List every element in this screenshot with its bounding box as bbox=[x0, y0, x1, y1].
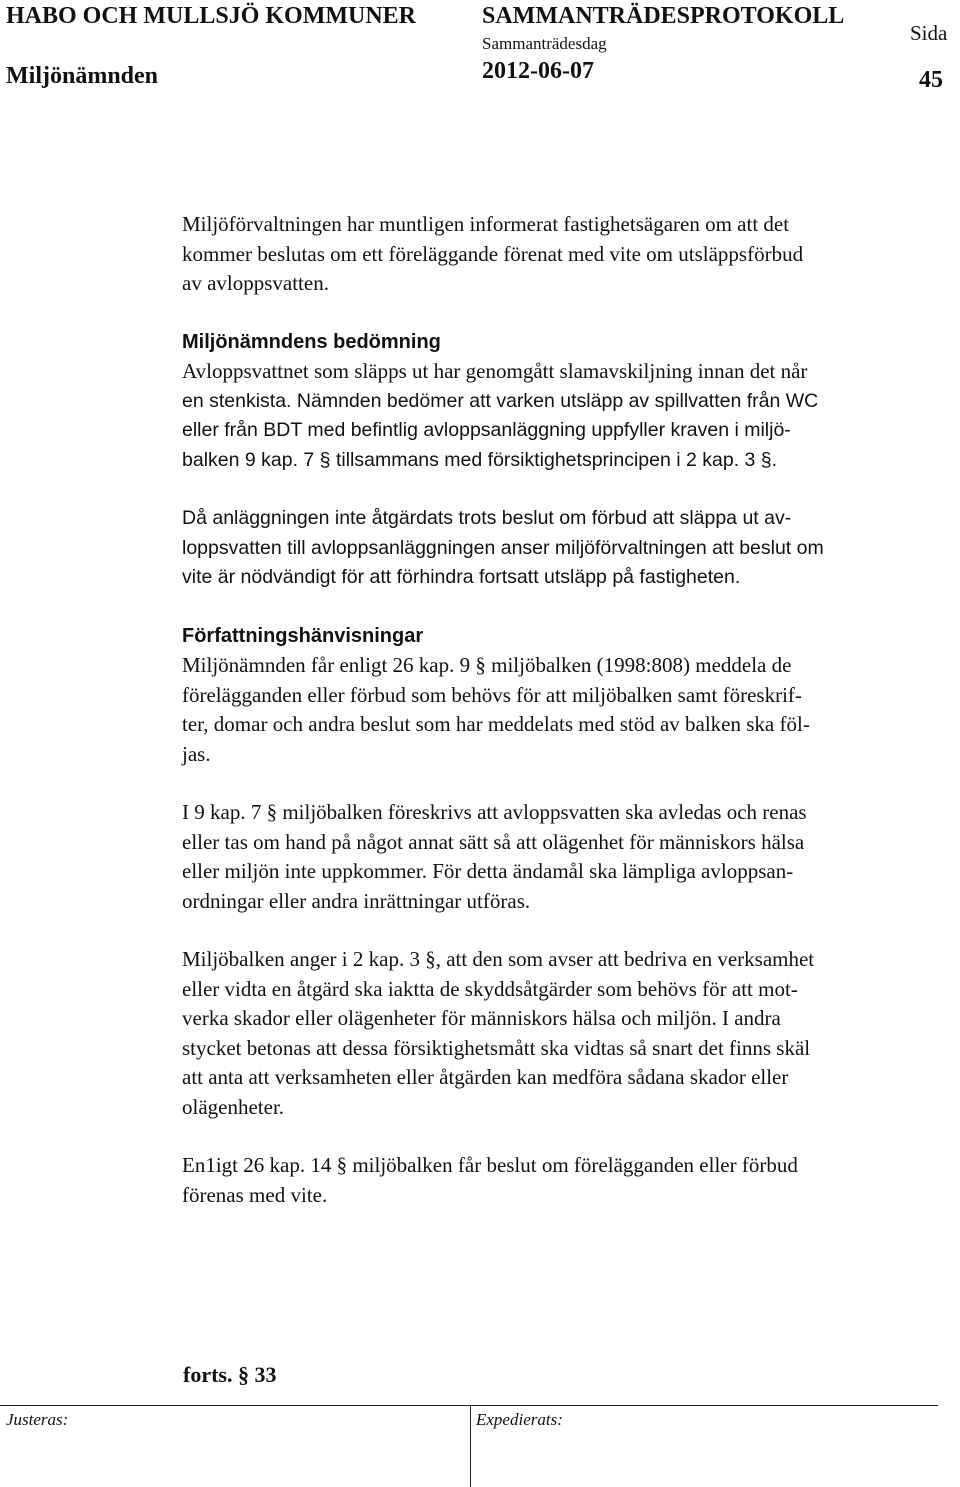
footer-divider bbox=[0, 1405, 938, 1406]
meeting-date-label: Sammanträdesdag bbox=[482, 34, 607, 53]
text-line: av avloppsvatten. bbox=[182, 271, 329, 295]
footer-column-separator bbox=[470, 1405, 472, 1487]
document-type: SAMMANTRÄDESPROTOKOLL bbox=[482, 3, 845, 29]
text-line: ter, domar och andra beslut som har meddelats med stöd av balken ska föl- bbox=[182, 712, 810, 736]
text-line: Miljöbalken anger i 2 kap. 3 §, att den som avser att bedriva en verksamhet bbox=[182, 947, 815, 971]
text-line: eller vidta en åtgärd ska iaktta de skyddsåtgärder som behövs för att mot- bbox=[182, 976, 798, 1001]
text-line: Miljöförvaltningen har muntligen informerat fastighetsägaren om att det bbox=[182, 212, 790, 236]
text-line: jas. bbox=[182, 741, 211, 766]
text-line: Miljönämnden får enligt 26 kap. 9 § miljöbalken (1998:808) meddela de bbox=[182, 653, 792, 677]
dispatched-label: Expedierats: bbox=[476, 1410, 563, 1429]
text-line: förenas med vite. bbox=[182, 1182, 328, 1207]
text-line: balken 9 kap. 7 § tillsammans med försiktighetsprincipen i 2 kap. 3 §. bbox=[182, 448, 778, 471]
paragraph-fine-necessity bbox=[182, 504, 960, 593]
paragraph-chapter-2 bbox=[182, 945, 960, 1122]
text-line: att anta att verksamheten eller åtgärden kan medföra sådana skador eller bbox=[182, 1065, 789, 1089]
committee-name: Miljönämnden bbox=[6, 63, 159, 89]
text-line: loppsvatten till avloppsanläggningen anser miljöförvaltningen att beslut om bbox=[182, 536, 824, 559]
text-line: eller tas om hand på något annat sätt så att olägenhet för människors hälsa bbox=[182, 829, 805, 854]
text-line: eller miljön inte uppkommer. För detta ändamål ska lämpliga avloppsan- bbox=[182, 859, 794, 883]
text-line: vite är nödvändigt för att förhindra fortsatt utsläpp på fastigheten. bbox=[182, 566, 741, 588]
text-line: En1igt 26 kap. 14 § miljöbalken får beslut om förelägganden eller förbud bbox=[182, 1153, 798, 1177]
text-line: eller från BDT med befintlig avloppsanläggning uppfyller kraven i miljö- bbox=[182, 419, 791, 441]
section-assessment bbox=[182, 328, 960, 476]
paragraph-chapter-9 bbox=[182, 798, 960, 916]
text-line: förelägganden eller förbud som behövs för att miljöbalken samt föreskrif- bbox=[182, 682, 802, 707]
text-line: en stenkista. Nämnden bedömer att varken utsläpp av spillvatten från WC bbox=[182, 389, 819, 412]
meeting-date: 2012-06-07 bbox=[482, 58, 594, 84]
document-body bbox=[182, 210, 960, 1239]
continuation-note: forts. § 33 bbox=[183, 1362, 277, 1387]
section-heading-references: Författningshänvisningar bbox=[182, 624, 424, 647]
section-references bbox=[182, 622, 960, 770]
paragraph-information bbox=[182, 210, 960, 299]
section-heading-assessment: Miljönämndens bedömning bbox=[182, 330, 441, 353]
text-line: verka skador eller olägenheter för människors hälsa och miljön. I andra bbox=[182, 1006, 781, 1030]
page-number: 45 bbox=[919, 67, 943, 93]
text-line: Då anläggningen inte åtgärdats trots beslut om förbud att släppa ut av- bbox=[182, 507, 792, 529]
organization-name: HABO OCH MULLSJÖ KOMMUNER bbox=[6, 3, 417, 29]
text-line: ordningar eller andra inrättningar utföras. bbox=[182, 888, 531, 913]
text-line: stycket betonas att dessa försiktighetsmått ska vidtas så snart det finns skäl bbox=[182, 1035, 811, 1060]
text-line: Avloppsvattnet som släpps ut har genomgått slamavskiljning innan det når bbox=[182, 359, 808, 383]
paragraph-chapter-26 bbox=[182, 1151, 960, 1210]
page-label: Sida bbox=[910, 21, 948, 45]
text-line: kommer beslutas om ett föreläggande förenat med vite om utsläppsförbud bbox=[182, 241, 804, 266]
text-line: olägenheter. bbox=[182, 1094, 285, 1119]
text-line: I 9 kap. 7 § miljöbalken föreskrivs att avloppsvatten ska avledas och renas bbox=[182, 800, 807, 824]
adjusted-label: Justeras: bbox=[6, 1410, 69, 1429]
